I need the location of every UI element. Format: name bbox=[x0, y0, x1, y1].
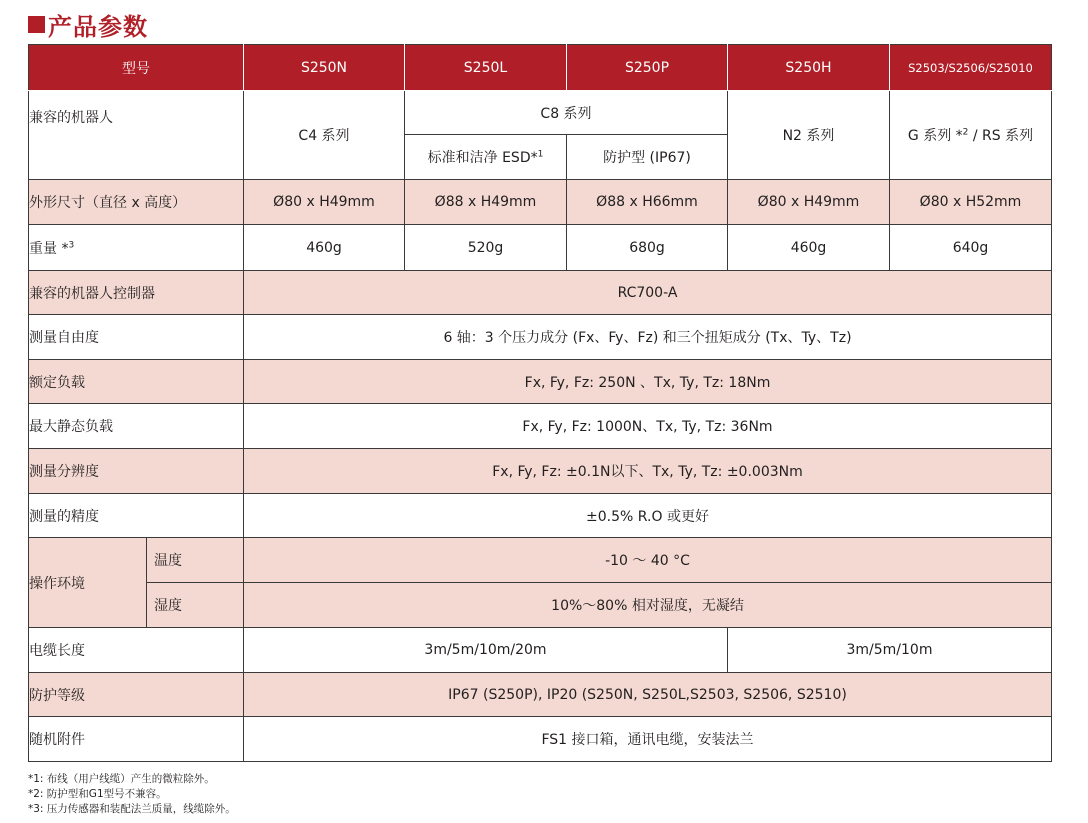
footnotes bbox=[28, 772, 236, 817]
row-label: 测量分辨度 bbox=[29, 449, 244, 494]
cell-value bbox=[405, 135, 567, 180]
table-row bbox=[29, 271, 1052, 315]
row-label bbox=[29, 225, 244, 271]
row-label: 防护等级 bbox=[29, 673, 244, 717]
header-row bbox=[29, 45, 1052, 91]
cell-value: 10%～80% 相对湿度，无凝结 bbox=[244, 583, 1052, 628]
cell-value: C8 系列 bbox=[405, 91, 728, 135]
header-model: S250L bbox=[405, 45, 567, 91]
row-label: 随机附件 bbox=[29, 717, 244, 762]
header-model: S250H bbox=[728, 45, 890, 91]
table-row bbox=[29, 91, 1052, 135]
table-row bbox=[29, 628, 1052, 673]
row-label: 兼容的机器人控制器 bbox=[29, 271, 244, 315]
table-row bbox=[29, 717, 1052, 762]
spec-table bbox=[28, 44, 1052, 762]
header-label: 型号 bbox=[29, 45, 244, 91]
cell-value: IP67 (S250P), IP20 (S250N, S250L,S2503, S2506, S2510) bbox=[244, 673, 1052, 717]
footnote: *1: 布线（用户线缆）产生的微粒除外。 bbox=[28, 773, 215, 785]
row-sublabel: 湿度 bbox=[147, 583, 244, 628]
footnote-mark: 3 bbox=[68, 239, 75, 250]
footnote-mark: 1 bbox=[537, 149, 544, 160]
cell-value bbox=[890, 91, 1052, 180]
page-title-text: 产品参数 bbox=[48, 12, 148, 41]
table-row bbox=[29, 538, 1052, 583]
row-label: 测量的精度 bbox=[29, 494, 244, 538]
table-row bbox=[29, 494, 1052, 538]
cell-value: Fx, Fy, Fz: 1000N、Tx, Ty, Tz: 36Nm bbox=[244, 404, 1052, 449]
row-label: 兼容的机器人 bbox=[29, 91, 244, 180]
row-sublabel: 温度 bbox=[147, 538, 244, 583]
cell-value: 680g bbox=[567, 225, 728, 271]
header-model: S250P bbox=[567, 45, 728, 91]
cell-value: ±0.5% R.O 或更好 bbox=[244, 494, 1052, 538]
cell-value: Fx, Fy, Fz: ±0.1N以下、Tx, Ty, Tz: ±0.003Nm bbox=[244, 449, 1052, 494]
table-row bbox=[29, 180, 1052, 225]
table-row bbox=[29, 583, 1052, 628]
cell-value: 3m/5m/10m bbox=[728, 628, 1052, 673]
page-title bbox=[28, 8, 148, 40]
cell-value: 460g bbox=[244, 225, 405, 271]
table-row bbox=[29, 225, 1052, 271]
table-row bbox=[29, 404, 1052, 449]
cell-value: RC700-A bbox=[244, 271, 1052, 315]
cell-value: 640g bbox=[890, 225, 1052, 271]
row-label: 测量自由度 bbox=[29, 315, 244, 360]
row-label: 电缆长度 bbox=[29, 628, 244, 673]
title-square-icon bbox=[28, 16, 45, 33]
cell-text: G 系列 * bbox=[907, 128, 963, 144]
footnote-mark: 2 bbox=[962, 127, 969, 138]
cell-value: Ø88 x H49mm bbox=[405, 180, 567, 225]
cell-value: 6 轴：3 个压力成分 (Fx、Fy、Fz) 和三个扭矩成分 (Tx、Ty、Tz) bbox=[244, 315, 1052, 360]
cell-value: Ø80 x H49mm bbox=[728, 180, 890, 225]
cell-value: Ø88 x H66mm bbox=[567, 180, 728, 225]
table-row bbox=[29, 449, 1052, 494]
cell-value: Ø80 x H52mm bbox=[890, 180, 1052, 225]
table-row bbox=[29, 315, 1052, 360]
cell-value: C4 系列 bbox=[244, 91, 405, 180]
table-row bbox=[29, 360, 1052, 404]
row-label: 额定负载 bbox=[29, 360, 244, 404]
header-model: S250N bbox=[244, 45, 405, 91]
table-row bbox=[29, 673, 1052, 717]
cell-value: 3m/5m/10m/20m bbox=[244, 628, 728, 673]
footnote: *2: 防护型和G1型号不兼容。 bbox=[28, 788, 167, 800]
footnote: *3: 压力传感器和装配法兰质量，线缆除外。 bbox=[28, 803, 236, 815]
row-label: 外形尺寸（直径 x 高度） bbox=[29, 180, 244, 225]
cell-text: 标准和洁净 ESD* bbox=[427, 150, 538, 166]
cell-value: Ø80 x H49mm bbox=[244, 180, 405, 225]
cell-text: / RS 系列 bbox=[968, 128, 1034, 144]
row-label: 操作环境 bbox=[29, 538, 147, 628]
row-label: 最大静态负载 bbox=[29, 404, 244, 449]
cell-text: 重量 * bbox=[29, 240, 69, 257]
cell-value: 460g bbox=[728, 225, 890, 271]
cell-value: 防护型 (IP67) bbox=[567, 135, 728, 180]
cell-value: 520g bbox=[405, 225, 567, 271]
cell-value: Fx, Fy, Fz: 250N 、Tx, Ty, Tz: 18Nm bbox=[244, 360, 1052, 404]
header-model: S2503/S2506/S25010 bbox=[890, 45, 1052, 91]
cell-value: -10 ～ 40 °C bbox=[244, 538, 1052, 583]
cell-value: N2 系列 bbox=[728, 91, 890, 180]
cell-value: FS1 接口箱，通讯电缆，安装法兰 bbox=[244, 717, 1052, 762]
